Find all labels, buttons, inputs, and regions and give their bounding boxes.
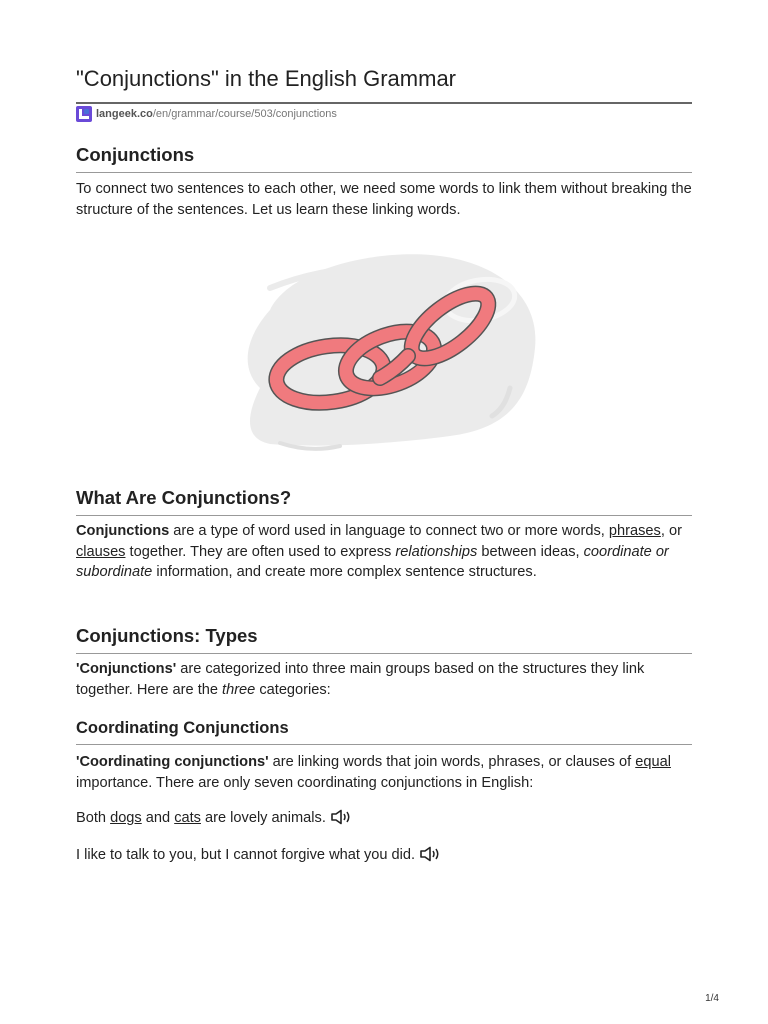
link-cats[interactable]: cats [174, 810, 201, 826]
chain-illustration [230, 248, 550, 456]
text-span: information, and create more complex sentence structures. [152, 564, 537, 580]
term-coordinating: 'Coordinating conjunctions' [76, 754, 269, 770]
text-span: are a type of word used in language to connect two or more words, [169, 523, 609, 539]
link-phrases[interactable]: phrases [608, 523, 661, 539]
example-sentence-1 [76, 808, 692, 829]
italic-coordinate: coordinate or subordinate [76, 543, 669, 580]
intro-paragraph: To connect two sentences to each other, we need some words to link them without breaking the structure of the sentences. Let us learn these linking words. [76, 181, 692, 218]
source-path: /en/grammar/course/503/conjunctions [152, 108, 337, 120]
section-heading-types: Conjunctions: Types [76, 625, 692, 654]
text-span: are categorized into three main groups based on the structures they link together. Here are the [76, 661, 645, 698]
page-number: 1/4 [705, 993, 719, 1004]
speaker-icon[interactable] [330, 809, 352, 825]
page-title: "Conjunctions" in the English Grammar [76, 66, 692, 104]
text-span: importance. There are only seven coordinating conjunctions in English: [76, 774, 534, 791]
source-link[interactable] [76, 106, 337, 122]
text-span: between ideas, [477, 543, 584, 560]
text-span: together. They are often used to express [125, 543, 396, 560]
text-span: are lovely animals. [200, 810, 326, 826]
link-dogs[interactable]: dogs [110, 810, 142, 826]
text-span: are linking words that join words, phrases, or clauses of [268, 754, 636, 770]
term-conjunctions: Conjunctions [76, 523, 170, 539]
link-equal[interactable]: equal [635, 754, 671, 770]
text-span: Both [76, 810, 111, 826]
text-span: I like to talk to you, but I cannot forgive what you did. [76, 847, 416, 863]
what-paragraph [76, 521, 692, 583]
subheading-coordinating: Coordinating Conjunctions [76, 719, 692, 745]
link-clauses[interactable]: clauses [76, 543, 126, 560]
text-span: , or [660, 523, 682, 539]
text-span: and [141, 810, 175, 826]
langeek-logo-icon [76, 106, 92, 122]
italic-three: three [222, 681, 256, 698]
source-domain: langeek.co [96, 108, 153, 120]
coordinating-paragraph [76, 752, 692, 793]
speaker-icon[interactable] [419, 846, 441, 862]
types-paragraph [76, 659, 692, 700]
term-conjunctions-quoted: 'Conjunctions' [76, 661, 177, 677]
text-span: categories: [255, 681, 331, 698]
section-heading-what-are: What Are Conjunctions? [76, 487, 692, 516]
section-heading-conjunctions: Conjunctions [76, 144, 692, 173]
italic-relationships: relationships [395, 543, 478, 560]
example-sentence-2 [76, 845, 692, 866]
